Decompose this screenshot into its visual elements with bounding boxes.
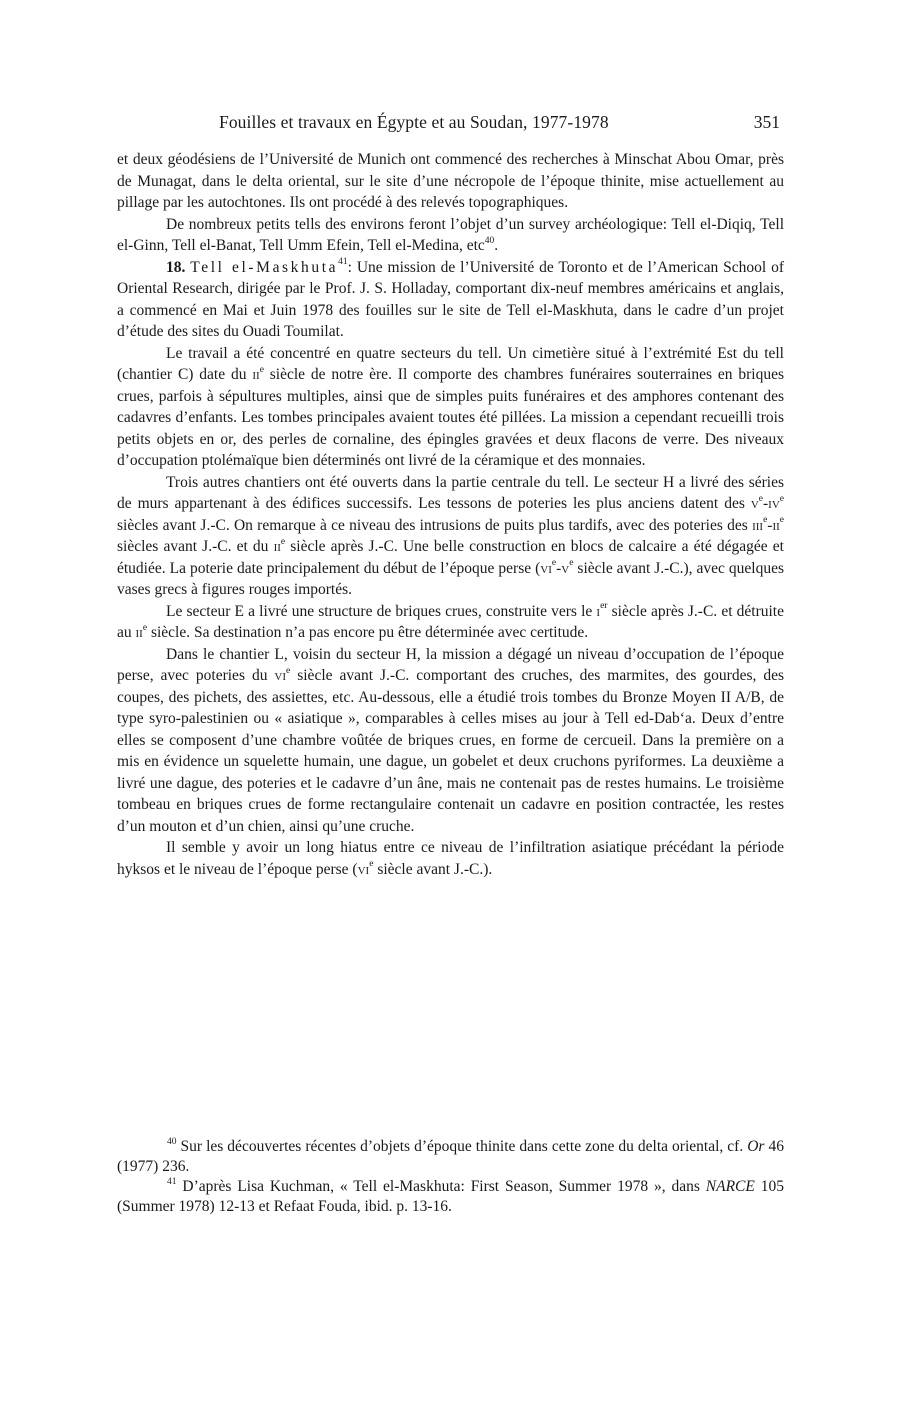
journal-title: Or: [747, 1138, 765, 1155]
paragraph-end: .: [494, 237, 499, 254]
century-numeral: -ii: [767, 516, 780, 534]
text-run: siècle après J.-C. Une belle construction en blocs de calcaire a été dégagée et étudiée. La poterie date principalement du début de l’époque perse (: [117, 538, 784, 577]
running-header: [117, 112, 782, 138]
century-numeral: ii: [252, 366, 260, 383]
paragraph-chantier-l: [117, 644, 784, 838]
century-numeral: ii: [135, 624, 143, 641]
text-run: Trois autres chantiers ont été ouverts dans la partie centrale du tell. Le secteur H a livré des séries de murs appartenant à des édifices successifs. Les tessons de poteries les plus anciens datent des: [117, 473, 784, 512]
footnote-text: D’après Lisa Kuchman, « Tell el-Maskhuta: First Season, Summer 1978 », dans: [176, 1178, 706, 1195]
text-run: siècle après J.-C. et détruite au: [117, 602, 784, 641]
century-numeral: v: [750, 495, 759, 512]
footnote-40: [117, 1137, 784, 1177]
running-title: Fouilles et travaux en Égypte et au Soudan, 1977-1978: [219, 112, 609, 132]
century-numeral: i: [596, 602, 601, 620]
paragraph-text: De nombreux petits tells des environs feront l’objet d’un survey archéologique: Tell el-Diqiq, Tell el-Ginn, Tell el-Banat, Tell Umm Efein, Tell el-Medina, etc: [117, 215, 784, 254]
ordinal-suffix: e: [758, 493, 763, 504]
text-run: siècle avant J.-C. comportant des cruches, des marmites, des gourdes, des coupes, des pichets, des assiettes, etc. Au-dessous, elle a étudié trois tombes du Bronze Moyen II A/B, de type syro-palestinien ou « asiatique », comparables à celles mises au jour à Tell ed-Dab‘a. Deux d’entre elles se composent d’une chambre voûtée de briques crues, en forme de cercueil. Dans la première on a mis en évidence un squelette humain, une dague, un gobelet et deux cruchons pyriformes. La deuxième a livré une dague, des poteries et le cadavre d’un âne, mais ne contenait pas de restes humains. Le troisième tombeau en briques crues de forme rectangulaire contenait un cadavre en position contractée, les restes d’un mouton et d’un chien, ainsi qu’une cruche.: [117, 667, 784, 835]
footnote-text: 105 (Summer 1978) 12-13 et Refaat Fouda, ibid. p. 13-16.: [117, 1178, 784, 1215]
text-run: siècle de notre ère. Il comporte des chambres funéraires souterraines en briques crues, parfois à sépultures multiples, ainsi que de simples puits funéraires et des amphores contenant des cadavres d’enfants. Les tombes principales avaient toutes été pillées. La mission a cependant recueilli trois petits objets en or, des perles de cornaline, des épingles gravées et deux flacons de verre. Des niveaux d’occupation ptolémaïque bien déterminés ont livré de la céramique et des monnaies.: [117, 366, 784, 469]
footnote-mark: 41: [167, 1176, 177, 1187]
paragraph-survey: [117, 214, 784, 257]
text-run: siècle avant J.-C.), avec quelques vases grecs à figures rouges importés.: [117, 559, 785, 598]
text-run: Dans le chantier L, voisin du secteur H, la mission a dégagé un niveau d’occupation de l’époque perse, avec poteries du: [117, 645, 784, 684]
section-number: 18.: [166, 258, 186, 276]
ordinal-suffix: e: [286, 665, 291, 676]
ordinal-suffix: e: [259, 364, 264, 375]
footnote-text: Sur les découvertes récentes d’objets d’époque thinite dans cette zone du delta oriental, cf.: [176, 1138, 748, 1155]
section-18: [117, 257, 784, 343]
ordinal-suffix: e: [142, 622, 148, 633]
section-title: Tell el-Maskhuta: [190, 258, 339, 276]
footnote-mark: 40: [167, 1136, 177, 1147]
footnotes: [117, 1137, 784, 1217]
section-text: : Une mission de l’Université de Toronto et de l’American School of Oriental Research, dirigée par le Prof. J. S. Holladay, comportant dix-neuf membres américains et anglais, a commencé en Mai et Juin 1978 des fouilles sur le site de Tell el-Maskhuta, dans le cadre d’un projet d’étude des sites du Ouadi Toumilat.: [117, 258, 784, 340]
century-numeral: vi: [274, 667, 287, 684]
century-numeral: iii: [752, 516, 764, 534]
paragraph-sector-h: [117, 472, 784, 601]
paragraph-sector-e: [117, 601, 784, 644]
journal-title: NARCE: [705, 1178, 755, 1195]
ordinal-suffix: e: [779, 515, 784, 526]
text-run: siècles avant J.-C. On remarque à ce niveau des intrusions de puits plus tardifs, avec des poteries des: [117, 516, 753, 534]
text-run: siècles avant J.-C. et du: [117, 538, 274, 555]
ordinal-suffix: er: [600, 601, 608, 612]
text-run: siècle. Sa destination n’a pas encore pu être déterminée avec certitude.: [147, 624, 589, 641]
text-run: Il semble y avoir un long hiatus entre ce niveau de l’infiltration asiatique précédant la période hyksos et le niveau de l’époque perse (: [117, 839, 784, 878]
text-run: Le secteur E a livré une structure de briques crues, construite vers le: [166, 602, 597, 620]
ordinal-suffix: e: [569, 558, 574, 569]
century-numeral: -v: [556, 559, 570, 577]
century-numeral: vi: [540, 559, 552, 577]
century-numeral: ii: [273, 538, 281, 555]
footnote-ref-41[interactable]: 41: [338, 257, 348, 268]
paragraph-hiatus: [117, 837, 784, 880]
main-text: [117, 149, 784, 880]
paragraph-continuation: et deux géodésiens de l’Université de Munich ont commencé des recherches à Minschat Abou Omar, près de Munagat, dans le delta oriental, sur le site d’une nécropole de l’époque thinite, mise actuellement au pillage par les autochtones. Ils ont procédé à des relevés topographiques.: [117, 151, 784, 211]
text-run: siècle avant J.-C.).: [373, 860, 493, 878]
ordinal-suffix: e: [763, 515, 768, 526]
ordinal-suffix: e: [280, 536, 286, 547]
century-numeral: -iv: [763, 495, 780, 512]
text-run: Le travail a été concentré en quatre secteurs du tell. Un cimetière situé à l’extrémité Est du tell (chantier C) date du: [117, 344, 784, 383]
footnote-text: 46 (1977) 236.: [117, 1138, 784, 1175]
paragraph-cemetery: [117, 343, 784, 472]
footnote-41: [117, 1177, 784, 1217]
ordinal-suffix: e: [551, 558, 557, 569]
century-numeral: vi: [357, 860, 370, 878]
ordinal-suffix: e: [369, 859, 374, 870]
page-number: 351: [753, 112, 780, 132]
ordinal-suffix: e: [779, 493, 784, 504]
footnote-ref-40[interactable]: 40: [484, 235, 495, 246]
